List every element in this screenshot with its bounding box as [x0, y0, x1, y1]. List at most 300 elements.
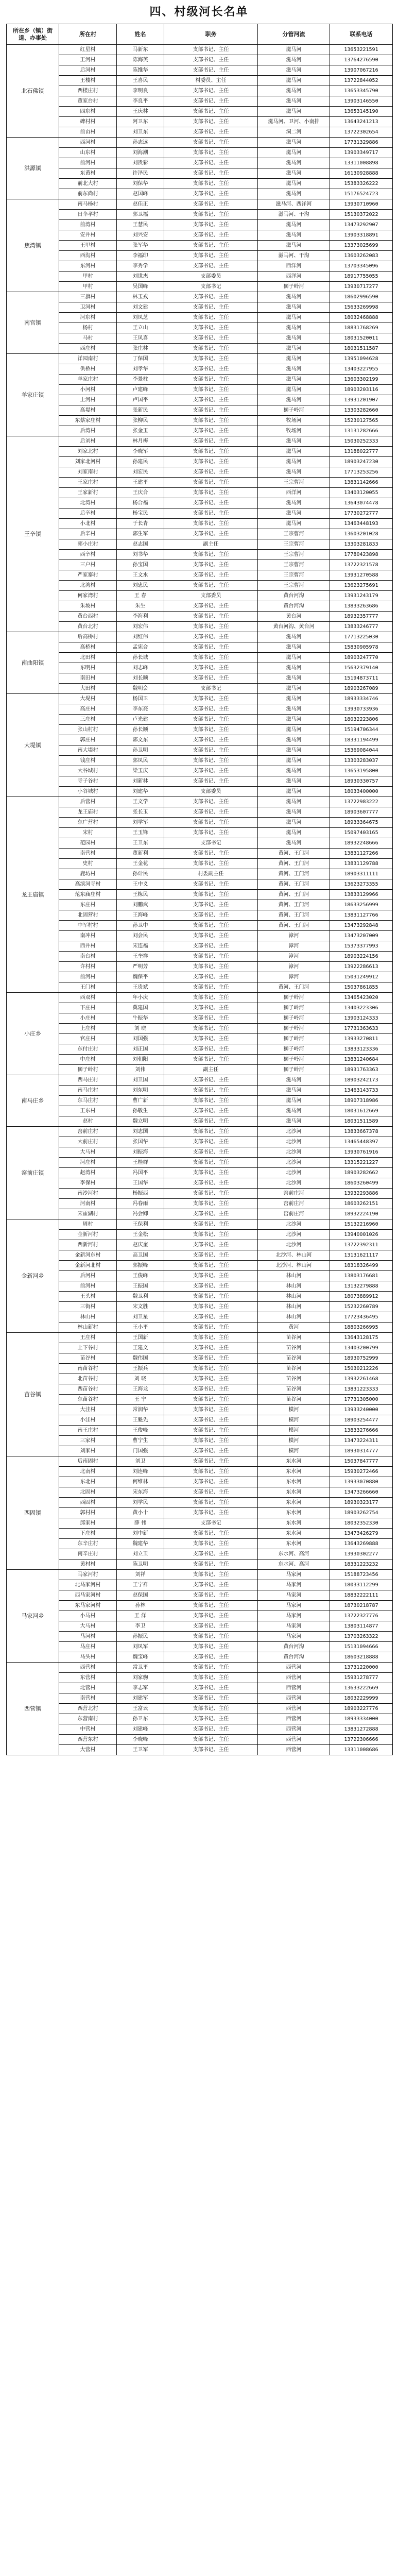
- phone-cell: 13833263686: [330, 601, 393, 612]
- village-cell: 黄台西村: [59, 612, 117, 622]
- name-cell: 李秀学: [117, 261, 164, 272]
- position-cell: 支部书记、主任: [164, 1168, 258, 1178]
- table-row: [7, 1044, 393, 1055]
- phone-cell: 13465423020: [330, 993, 393, 1003]
- table-row: [7, 1281, 393, 1292]
- village-cell: 西沟村: [59, 251, 117, 261]
- name-cell: 孙卫明: [117, 745, 164, 756]
- river-cell: 漳河: [258, 931, 330, 941]
- name-cell: 王慧民: [117, 220, 164, 230]
- position-cell: 支部书记、主任: [164, 1601, 258, 1611]
- village-cell: 前河村: [59, 158, 117, 168]
- phone-cell: 13623273355: [330, 879, 393, 890]
- table-row: [7, 745, 393, 756]
- position-cell: 支部书记、主任: [164, 1250, 258, 1261]
- river-cell: 苗谷河: [258, 1343, 330, 1353]
- river-cell: 滋马河: [258, 766, 330, 776]
- river-cell: 滋马河: [258, 745, 330, 756]
- phone-cell: 18932248666: [330, 838, 393, 849]
- name-cell: 魏明会: [117, 684, 164, 694]
- name-cell: 王海龙: [117, 1384, 164, 1395]
- position-cell: 支部书记、主任: [164, 1580, 258, 1590]
- village-cell: 甲村: [59, 282, 117, 292]
- village-cell: 前北大村: [59, 179, 117, 189]
- phone-cell: 13643074478: [330, 498, 393, 509]
- village-cell: 碑村村: [59, 117, 117, 127]
- village-cell: 范东庙庄村: [59, 890, 117, 900]
- river-cell: 黄河、王门河: [258, 879, 330, 890]
- phone-cell: 15132216960: [330, 1219, 393, 1230]
- name-cell: 魏保平: [117, 972, 164, 982]
- phone-cell: 13831272888: [330, 1724, 393, 1735]
- river-cell: 黄河、王门河: [258, 921, 330, 931]
- name-cell: 王俊峰: [117, 1271, 164, 1281]
- river-cell: 滋马河: [258, 189, 330, 199]
- phone-cell: 13653195800: [330, 766, 393, 776]
- village-cell: 北湾村: [59, 581, 117, 591]
- position-cell: 支部书记、主任: [164, 1405, 258, 1415]
- town-cell: 龙王庙镇: [7, 797, 59, 993]
- river-cell: 滋马河: [258, 107, 330, 117]
- village-cell: 后高桥村: [59, 632, 117, 642]
- phone-cell: 18073889912: [330, 1292, 393, 1302]
- town-cell: 西固镇: [7, 1456, 59, 1570]
- position-cell: 支部书记、主任: [164, 704, 258, 715]
- river-cell: 窑前庄河: [258, 1189, 330, 1199]
- phone-cell: 13903146550: [330, 96, 393, 107]
- river-cell: 黄河、王门河: [258, 982, 330, 993]
- village-cell: 前亩村: [59, 127, 117, 138]
- village-cell: 北田村: [59, 653, 117, 663]
- river-cell: 狮子岭河: [258, 405, 330, 416]
- position-cell: 支部书记、主任: [164, 65, 258, 76]
- river-cell: 西洋河: [258, 261, 330, 272]
- river-cell: 滋马河: [258, 65, 330, 76]
- village-cell: 小河村: [59, 385, 117, 395]
- name-cell: 刘建峰: [117, 1724, 164, 1735]
- village-cell: 四东村: [59, 107, 117, 117]
- name-cell: 高卫国: [117, 1250, 164, 1261]
- phone-cell: 13722392311: [330, 1240, 393, 1250]
- name-cell: 刘家驹: [117, 1673, 164, 1683]
- table-row: [7, 220, 393, 230]
- table-row: [7, 1333, 393, 1343]
- phone-cell: 15633269998: [330, 302, 393, 313]
- town-cell: 王辛镇: [7, 436, 59, 632]
- position-cell: 支部书记、主任: [164, 220, 258, 230]
- village-cell: 王河村: [59, 55, 117, 65]
- village-cell: 北固营村: [59, 910, 117, 921]
- river-cell: 滋马河: [258, 179, 330, 189]
- river-cell: 西洋河: [258, 488, 330, 498]
- position-cell: 支部委员: [164, 272, 258, 282]
- town-cell: 大堤镇: [7, 694, 59, 797]
- phone-cell: 13653145190: [330, 107, 393, 117]
- river-cell: 模河: [258, 1436, 330, 1446]
- village-cell: 郭村村: [59, 1508, 117, 1518]
- position-cell: 支部书记、主任: [164, 1137, 258, 1147]
- river-cell: 苗谷河: [258, 1395, 330, 1405]
- phone-cell: 18031612669: [330, 1106, 393, 1116]
- phone-cell: 13722844052: [330, 76, 393, 86]
- village-cell: 西马庄村: [59, 1075, 117, 1086]
- table-row: [7, 581, 393, 591]
- river-cell: 黄河、王门河: [258, 910, 330, 921]
- position-cell: 支部书记: [164, 838, 258, 849]
- river-cell: 漳河: [258, 952, 330, 962]
- name-cell: 刘卫国: [117, 1075, 164, 1086]
- name-cell: 刘连峰: [117, 1467, 164, 1477]
- phone-cell: 16130928888: [330, 168, 393, 179]
- village-cell: 甲村: [59, 272, 117, 282]
- village-cell: 李保村: [59, 1178, 117, 1189]
- phone-cell: 18903227776: [330, 1704, 393, 1714]
- river-cell: 模河: [258, 1415, 330, 1426]
- table-row: [7, 632, 393, 642]
- village-cell: 官庄村: [59, 1034, 117, 1044]
- position-cell: 支部书记、主任: [164, 148, 258, 158]
- village-cell: 中营村: [59, 1724, 117, 1735]
- phone-cell: 17731329886: [330, 138, 393, 148]
- phone-cell: 13903124333: [330, 1013, 393, 1024]
- village-cell: 前东尚村: [59, 189, 117, 199]
- village-cell: 北固村: [59, 1487, 117, 1498]
- name-cell: 薛 伟: [117, 1518, 164, 1529]
- table-row: [7, 395, 393, 405]
- position-cell: 支部书记、主任: [164, 1230, 258, 1240]
- phone-cell: 13803114877: [330, 1621, 393, 1632]
- position-cell: 支部书记、主任: [164, 1055, 258, 1065]
- phone-cell: 13951094628: [330, 354, 393, 364]
- table-row: [7, 467, 393, 478]
- river-cell: 滋马河: [258, 632, 330, 642]
- name-cell: 曹宁生: [117, 1436, 164, 1446]
- table-row: [7, 921, 393, 931]
- village-cell: 王门村: [59, 982, 117, 993]
- table-row: [7, 1477, 393, 1487]
- name-cell: 郭凤民: [117, 756, 164, 766]
- river-cell: 滋马河、西洋河: [258, 199, 330, 210]
- phone-cell: 13903349717: [330, 148, 393, 158]
- table-row: [7, 1116, 393, 1127]
- position-cell: 支部书记、主任: [164, 519, 258, 529]
- river-cell: 西营河: [258, 1724, 330, 1735]
- header-name: 姓名: [117, 24, 164, 45]
- position-cell: 支部书记、主任: [164, 745, 258, 756]
- position-cell: 支部书记、主任: [164, 941, 258, 952]
- position-cell: 支部书记、主任: [164, 1456, 258, 1467]
- table-row: [7, 725, 393, 735]
- table-row: [7, 1560, 393, 1570]
- village-cell: 下庄村: [59, 1003, 117, 1013]
- name-cell: 冯会卿: [117, 1209, 164, 1219]
- village-cell: 马头村: [59, 1652, 117, 1663]
- table-row: [7, 1487, 393, 1498]
- phone-cell: 13833129966: [330, 890, 393, 900]
- table-row: [7, 405, 393, 416]
- table-row: [7, 354, 393, 364]
- river-cell: 模河: [258, 1426, 330, 1436]
- table-row: [7, 1024, 393, 1034]
- name-cell: 孙长顺: [117, 725, 164, 735]
- name-cell: 刘祥: [117, 1570, 164, 1580]
- phone-cell: 18903247230: [330, 457, 393, 467]
- river-cell: 马家河: [258, 1632, 330, 1642]
- village-cell: 北湾村: [59, 498, 117, 509]
- table-row: [7, 1364, 393, 1374]
- phone-cell: 18603260499: [330, 1178, 393, 1189]
- table-row: [7, 519, 393, 529]
- village-cell: 周村: [59, 1219, 117, 1230]
- phone-cell: 18932224190: [330, 1209, 393, 1219]
- village-cell: 洋园南村: [59, 354, 117, 364]
- river-cell: 王宗曹河: [258, 550, 330, 560]
- village-cell: 后辛村: [59, 509, 117, 519]
- river-cell: 王宗曹河: [258, 581, 330, 591]
- river-cell: 东水河: [258, 1487, 330, 1498]
- phone-cell: 13932261468: [330, 1374, 393, 1384]
- header-town: 所在乡（镇）街道、办事处: [7, 24, 59, 45]
- town-cell: 金新河乡: [7, 1219, 59, 1333]
- table-row: [7, 1745, 393, 1755]
- phone-cell: 13831127266: [330, 849, 393, 859]
- village-cell: 赵村: [59, 1116, 117, 1127]
- river-cell: 东水河: [258, 1539, 330, 1549]
- table-row: [7, 993, 393, 1003]
- position-cell: 支部书记、主任: [164, 509, 258, 519]
- phone-cell: 15176524723: [330, 189, 393, 199]
- phone-cell: 15830905978: [330, 642, 393, 653]
- table-row: [7, 972, 393, 982]
- village-cell: 寺子谷村: [59, 776, 117, 787]
- village-cell: 王庄村: [59, 1333, 117, 1343]
- village-cell: 史村: [59, 859, 117, 869]
- phone-cell: 17731363633: [330, 1024, 393, 1034]
- position-cell: 支部书记、主任: [164, 653, 258, 663]
- phone-cell: 13831223333: [330, 1384, 393, 1395]
- position-cell: 支部书记、主任: [164, 323, 258, 333]
- position-cell: 支部书记、主任: [164, 1735, 258, 1745]
- village-cell: 大堤村: [59, 694, 117, 704]
- name-cell: 刘志国: [117, 1127, 164, 1137]
- table-row: [7, 1580, 393, 1590]
- village-cell: 南辛庄村: [59, 1549, 117, 1560]
- name-cell: 杨合福: [117, 498, 164, 509]
- name-cell: 王玉锋: [117, 828, 164, 838]
- position-cell: 支部书记: [164, 1518, 258, 1529]
- position-cell: 支部书记、主任: [164, 210, 258, 220]
- river-cell: 西营河: [258, 1735, 330, 1745]
- phone-cell: 18032223806: [330, 715, 393, 725]
- river-cell: 滋马河: [258, 818, 330, 828]
- phone-cell: 18903311111: [330, 869, 393, 879]
- position-cell: 支部书记、主任: [164, 1034, 258, 1044]
- position-cell: 支部书记、主任: [164, 385, 258, 395]
- village-cell: 红星村: [59, 45, 117, 55]
- phone-cell: 18331194499: [330, 735, 393, 745]
- name-cell: 王卫军: [117, 1745, 164, 1755]
- village-cell: 西河村: [59, 138, 117, 148]
- river-cell: 东水河: [258, 1529, 330, 1539]
- river-cell: 北沙河、林山河: [258, 1250, 330, 1261]
- phone-cell: 17723436495: [330, 1312, 393, 1323]
- river-cell: 滋马河: [258, 436, 330, 447]
- village-cell: 西营北村: [59, 1704, 117, 1714]
- name-cell: 刘朝阳: [117, 1055, 164, 1065]
- river-cell: 林山河: [258, 1312, 330, 1323]
- river-cell: 北沙河: [258, 1158, 330, 1168]
- table-row: [7, 313, 393, 323]
- name-cell: 刘立卫: [117, 1549, 164, 1560]
- village-cell: 刘家北河村: [59, 457, 117, 467]
- river-cell: 马家河: [258, 1611, 330, 1621]
- table-row: [7, 962, 393, 972]
- table-row: [7, 96, 393, 107]
- phone-cell: 13643128175: [330, 1333, 393, 1343]
- table-row: [7, 416, 393, 426]
- name-cell: 王俊峰: [117, 1426, 164, 1436]
- phone-cell: 18933334000: [330, 1714, 393, 1724]
- phone-cell: 17780423898: [330, 550, 393, 560]
- table-row: [7, 1652, 393, 1663]
- name-cell: 刘卫星: [117, 1312, 164, 1323]
- village-cell: 小庄村: [59, 1013, 117, 1024]
- name-cell: 魏建华: [117, 1539, 164, 1549]
- position-cell: 支部书记、主任: [164, 560, 258, 570]
- position-cell: 支部书记、主任: [164, 1075, 258, 1086]
- river-cell: 滋马河: [258, 467, 330, 478]
- phone-cell: 13930710960: [330, 199, 393, 210]
- position-cell: 支部书记: [164, 282, 258, 292]
- river-cell: 滋马河: [258, 663, 330, 673]
- position-cell: 支部书记、主任: [164, 1693, 258, 1704]
- position-cell: 支部书记、主任: [164, 1508, 258, 1518]
- river-cell: 滋马河: [258, 55, 330, 65]
- position-cell: 支部书记、主任: [164, 1436, 258, 1446]
- phone-cell: 13922286613: [330, 962, 393, 972]
- river-cell: 滋马河: [258, 1086, 330, 1096]
- village-cell: 王家庄村: [59, 478, 117, 488]
- table-row: [7, 1127, 393, 1137]
- position-cell: 支部书记、主任: [164, 632, 258, 642]
- position-cell: 支部书记、主任: [164, 1539, 258, 1549]
- position-cell: 支部书记、主任: [164, 859, 258, 869]
- position-cell: 支部书记、主任: [164, 199, 258, 210]
- name-cell: 李志军: [117, 1683, 164, 1693]
- river-cell: 北沙河: [258, 1230, 330, 1240]
- river-chief-table: [6, 24, 393, 1755]
- table-row: [7, 931, 393, 941]
- river-cell: 北沙河: [258, 1147, 330, 1158]
- village-cell: 黄台北村: [59, 622, 117, 632]
- village-cell: 东北村: [59, 1477, 117, 1487]
- phone-cell: 18903262754: [330, 1508, 393, 1518]
- table-row: [7, 385, 393, 395]
- village-cell: 大洼村: [59, 1405, 117, 1415]
- village-cell: 后南固村: [59, 1456, 117, 1467]
- position-cell: 支部书记、主任: [164, 1219, 258, 1230]
- village-cell: 龙王庙村: [59, 807, 117, 818]
- river-cell: 黄河、王门河: [258, 869, 330, 879]
- position-cell: 支部委员: [164, 591, 258, 601]
- river-cell: 东水河: [258, 1467, 330, 1477]
- table-row: [7, 1446, 393, 1456]
- table-row: [7, 251, 393, 261]
- river-cell: 滋马河: [258, 364, 330, 375]
- name-cell: 宋文胜: [117, 1302, 164, 1312]
- position-cell: 支部书记、主任: [164, 447, 258, 457]
- table-row: [7, 1663, 393, 1673]
- name-cell: 王中义: [117, 879, 164, 890]
- phone-cell: 18603218888: [330, 1652, 393, 1663]
- name-cell: 梁玉庆: [117, 766, 164, 776]
- table-row: [7, 1714, 393, 1724]
- table-row: [7, 694, 393, 704]
- phone-cell: 13833276666: [330, 1426, 393, 1436]
- phone-cell: 13303283037: [330, 756, 393, 766]
- village-cell: 西井村: [59, 941, 117, 952]
- phone-cell: 18903247770: [330, 653, 393, 663]
- name-cell: 刘海潮: [117, 148, 164, 158]
- position-cell: 支部书记、主任: [164, 849, 258, 859]
- table-row: [7, 189, 393, 199]
- table-row: [7, 1189, 393, 1199]
- table-row: [7, 941, 393, 952]
- position-cell: 支部书记、主任: [164, 1189, 258, 1199]
- position-cell: 支部书记、主任: [164, 230, 258, 241]
- table-row: [7, 653, 393, 663]
- phone-cell: 18603262151: [330, 1199, 393, 1209]
- river-cell: 滋马河: [258, 323, 330, 333]
- position-cell: 支部书记、主任: [164, 1549, 258, 1560]
- river-cell: 东水河、高河: [258, 1549, 330, 1560]
- village-cell: 何家湾村: [59, 591, 117, 601]
- table-row: [7, 333, 393, 344]
- phone-cell: 13643241213: [330, 117, 393, 127]
- village-cell: 高滨河寺村: [59, 879, 117, 890]
- village-cell: 西马家河村: [59, 1590, 117, 1601]
- phone-cell: 18318326499: [330, 1261, 393, 1271]
- position-cell: 支部书记、主任: [164, 1333, 258, 1343]
- table-row: [7, 230, 393, 241]
- phone-cell: 15373377993: [330, 941, 393, 952]
- table-row: [7, 570, 393, 581]
- table-row: [7, 323, 393, 333]
- phone-cell: 15931278777: [330, 1673, 393, 1683]
- table-row: [7, 869, 393, 879]
- phone-cell: 13473224311: [330, 1436, 393, 1446]
- table-row: [7, 1570, 393, 1580]
- village-cell: 卫河村: [59, 302, 117, 313]
- village-cell: 前河村: [59, 1281, 117, 1292]
- phone-cell: 18032229999: [330, 1693, 393, 1704]
- village-cell: 杨村: [59, 323, 117, 333]
- name-cell: 杨宝民: [117, 509, 164, 519]
- name-cell: 陈维华: [117, 65, 164, 76]
- village-cell: 林山新村: [59, 1323, 117, 1333]
- name-cell: 陈海英: [117, 55, 164, 65]
- table-row: [7, 65, 393, 76]
- phone-cell: 13930717277: [330, 282, 393, 292]
- phone-cell: 18031520011: [330, 333, 393, 344]
- village-cell: 西固村: [59, 1498, 117, 1508]
- village-cell: 严家寨村: [59, 570, 117, 581]
- village-cell: 东明村: [59, 663, 117, 673]
- village-cell: 鹿坊村: [59, 869, 117, 879]
- river-cell: 滋马河、卫河、小南排: [258, 117, 330, 127]
- river-cell: 苗谷河: [258, 1333, 330, 1343]
- village-cell: 南冲村: [59, 931, 117, 941]
